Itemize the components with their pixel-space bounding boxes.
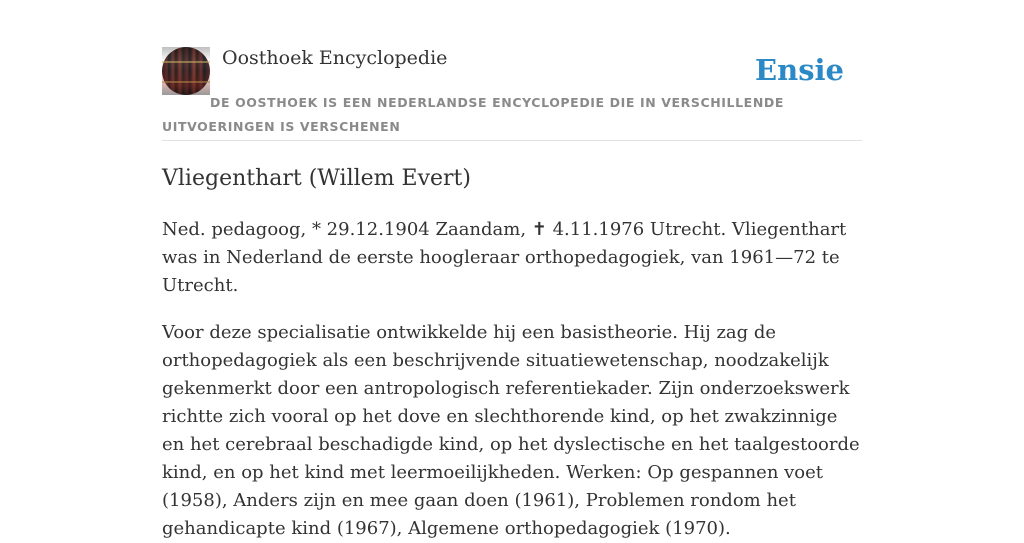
site-header (162, 46, 862, 141)
encyclopedia-avatar-icon[interactable] (162, 47, 210, 95)
article-paragraph: Voor deze specialisatie ontwikkelde hij een basistheorie. Hij zag de orthopedagogiek als een beschrijvende situatiewetenschap, noodzakelijk gekenmerkt door een antropologisch referentiekader. Zijn onderzoekswerk richtte zich vooral op het dove en slechthorende kind, op het zwakzinnige en het cerebraal beschadigde kind, op het dyslectische en het taalgestoorde kind, en op het kind met leermoeilijkheden. Werken: Op gespannen voet (1958), Anders zijn en mee gaan doen (1961), Problemen rondom het gehandicapte kind (1967), Algemene orthopedagogiek (1970). (162, 322, 860, 539)
site-title[interactable]: Oosthoek Encyclopedie (222, 47, 448, 69)
ensie-logo[interactable]: Ensie (755, 53, 844, 87)
site-tagline: DE OOSTHOEK IS EEN NEDERLANDSE ENCYCLOPEDIE DIE IN VERSCHILLENDE UITVOERINGEN IS VERSCHENEN (162, 95, 784, 134)
article (162, 163, 862, 543)
article-title: Vliegenthart (Willem Evert) (162, 166, 471, 191)
article-paragraph: Ned. pedagoog, * 29.12.1904 Zaandam, ✝ 4.11.1976 Utrecht. Vliegenthart was in Nederland de eerste hoogleraar orthopedagogiek, van 1961—72 te Utrecht. (162, 219, 847, 296)
